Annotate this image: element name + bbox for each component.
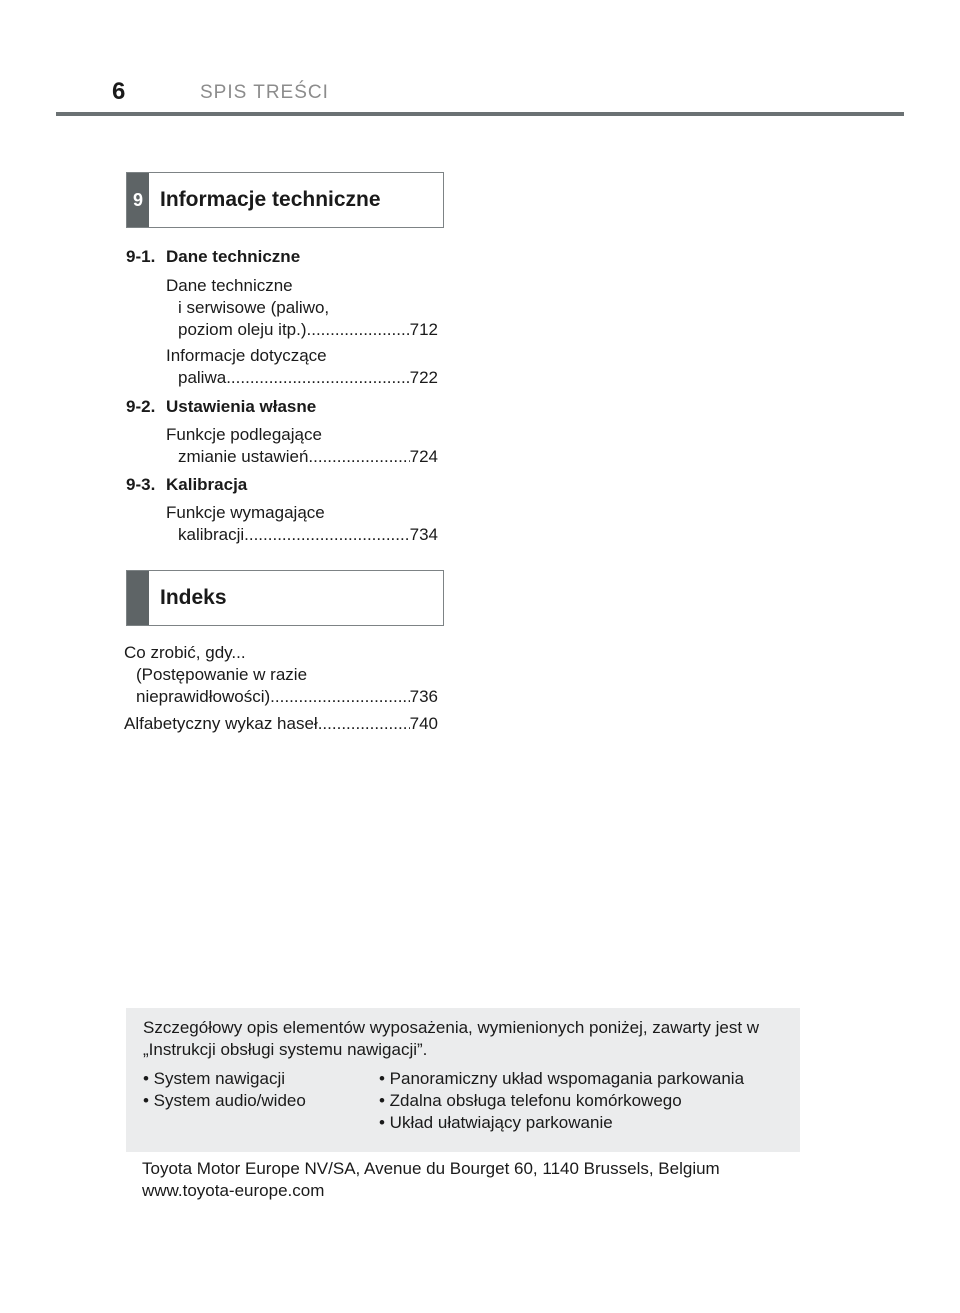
entry-page-line: [124, 713, 438, 735]
entry-page-line: [166, 367, 438, 389]
info-list-item: • Panoramiczny układ wspomagania parkowania: [379, 1069, 745, 1088]
entry-line: Funkcje wymagające: [166, 503, 325, 522]
info-list-left: [143, 1068, 306, 1112]
entry-page-line: [166, 524, 438, 546]
info-list-item: • System audio/wideo: [143, 1091, 306, 1110]
chapter-title: Ustawienia własne: [166, 397, 317, 416]
dot-leader: [244, 524, 409, 546]
info-list-right: [379, 1068, 744, 1134]
publisher-footer: [142, 1158, 720, 1202]
entry-page-line: [166, 446, 438, 468]
dot-leader: [226, 367, 409, 389]
toc-chapter-9-3[interactable]: [126, 474, 247, 496]
entry-page: 740: [409, 714, 438, 733]
entry-line: Funkcje podlegające: [166, 425, 322, 444]
info-list-item: • Układ ułatwiający parkowanie: [379, 1113, 613, 1132]
entry-text: zmianie ustawień: [178, 447, 309, 466]
entry-text: Alfabetyczny wykaz haseł: [124, 714, 318, 733]
entry-line: Dane techniczne: [166, 276, 293, 295]
dot-leader: [308, 446, 409, 468]
entry-page: 712: [409, 320, 438, 339]
toc-chapter-9-1[interactable]: [126, 246, 300, 268]
entry-page: 736: [409, 687, 438, 706]
publisher-website[interactable]: www.toyota-europe.com: [142, 1181, 325, 1200]
section-9-heading[interactable]: [126, 172, 444, 228]
toc-entry[interactable]: [166, 345, 438, 389]
entry-page: 722: [409, 368, 438, 387]
dot-leader: [307, 319, 410, 341]
entry-page: 724: [409, 447, 438, 466]
header-divider: [56, 112, 904, 116]
chapter-number: 9-1.: [126, 247, 156, 266]
info-list-item: • System nawigacji: [143, 1069, 286, 1088]
dot-leader: [318, 713, 410, 735]
dot-leader: [270, 686, 409, 708]
toc-entry[interactable]: [166, 502, 438, 546]
entry-text: poziom oleju itp.): [178, 320, 307, 339]
entry-page-line: [166, 319, 438, 341]
chapter-number: 9-2.: [126, 397, 156, 416]
info-list-item: • Zdalna obsługa telefonu komórkowego: [379, 1091, 682, 1110]
section-title: Indeks: [160, 586, 227, 609]
toc-entry[interactable]: [166, 275, 438, 341]
chapter-number: 9-3.: [126, 475, 156, 494]
chapter-title: Dane techniczne: [166, 247, 301, 266]
info-text: Szczegółowy opis elementów wyposażenia, wymienionych poniżej, zawarty jest w „Instrukcji obsługi systemu nawigacji”.: [143, 1018, 760, 1059]
index-entry[interactable]: [124, 642, 438, 708]
section-tab: [127, 571, 149, 625]
entry-page: 734: [409, 525, 438, 544]
entry-line: i serwisowe (paliwo,: [178, 298, 330, 317]
publisher-address: Toyota Motor Europe NV/SA, Avenue du Bourget 60, 1140 Brussels, Belgium: [142, 1159, 720, 1178]
index-entry[interactable]: [124, 713, 438, 735]
section-title: Informacje techniczne: [160, 188, 381, 211]
entry-line: (Postępowanie w razie: [136, 665, 308, 684]
entry-page-line: [124, 686, 438, 708]
index-heading[interactable]: [126, 570, 444, 626]
entry-line: Co zrobić, gdy...: [124, 643, 246, 662]
toc-entry[interactable]: [166, 424, 438, 468]
entry-line: Informacje dotyczące: [166, 346, 327, 365]
section-tab: 9: [127, 173, 149, 227]
page-number: 6: [112, 78, 126, 105]
header-title: SPIS TREŚCI: [200, 82, 329, 103]
toc-chapter-9-2[interactable]: [126, 396, 316, 418]
entry-text: nieprawidłowości): [136, 687, 271, 706]
entry-text: paliwa: [178, 368, 227, 387]
chapter-title: Kalibracja: [166, 475, 248, 494]
entry-text: kalibracji: [178, 525, 245, 544]
navigation-info-box: [126, 1008, 800, 1152]
